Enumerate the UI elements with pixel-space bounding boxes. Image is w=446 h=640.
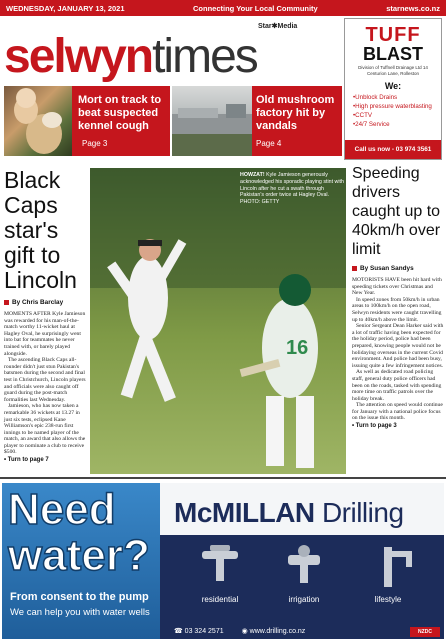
tuff-brand-line1: TUFF — [365, 24, 421, 46]
lead-story-headline[interactable]: Black Caps star's gift to Lincoln — [4, 167, 77, 293]
teaser-photo-factory — [172, 86, 252, 156]
nzdc-badge: NZDC — [410, 627, 440, 637]
photo-caption — [240, 172, 344, 206]
tagline: Connecting Your Local Community — [193, 3, 318, 13]
ad-web[interactable]: ◉ www.drilling.co.nz — [241, 628, 306, 635]
ad-headline — [8, 487, 150, 579]
second-story-paragraph: MOTORISTS HAVE been hit hard with speeding tickets over Christmas and New Year. — [352, 277, 442, 297]
ad-phone[interactable]: ☎ 03 324 2571 — [174, 628, 224, 635]
tuff-service-item: • High pressure waterblasting — [353, 102, 441, 111]
teaser-photo-dog — [4, 86, 72, 156]
website-link[interactable]: starnews.co.nz — [386, 3, 440, 13]
issue-date: WEDNESDAY, JANUARY 13, 2021 — [6, 3, 125, 13]
byline-text: By Susan Sandys — [360, 265, 414, 272]
teaser-page: Page 4 — [256, 139, 282, 148]
globe-icon: ◉ — [241, 628, 250, 635]
teaser-mushroom-factory[interactable] — [172, 86, 342, 156]
logo-bold: McMILLAN — [174, 497, 315, 528]
ad-subtext: We can help you with water wells — [10, 607, 150, 618]
caption-lead: HOWZAT! — [240, 172, 265, 178]
second-story-turn[interactable]: • Turn to page 3 — [352, 423, 397, 430]
tap-icon-residential — [180, 541, 260, 601]
phone-icon: ☎ — [174, 628, 185, 635]
masthead-title — [4, 30, 257, 84]
publisher-logo: Star✱Media — [258, 23, 298, 30]
tuff-services-list — [345, 93, 441, 129]
tuff-service-item: • 24/7 Service — [353, 120, 441, 129]
lead-story — [4, 164, 86, 472]
cricket-photo — [90, 168, 346, 474]
lead-story-paragraph: The ascending Black Caps all-rounder didn't just stun Pakistan's batsmen during the second and final test in Christchurch, Lincoln players and officials were also caught off guard during the post-match formalities last Wednesday. — [4, 357, 86, 403]
tuff-service-item: • Unblock Drains — [353, 93, 441, 102]
second-story-headline[interactable]: Speeding drivers caught up to 40km/h over limit — [352, 165, 441, 258]
lead-story-turn[interactable]: • Turn to page 7 — [4, 457, 49, 464]
service-label: lifestyle — [374, 595, 402, 604]
second-story-paragraph: In speed zones from 50km/h in urban areas to 100km/h on the open road, Selwyn residents were caught travelling up to 40km/h above the limit. — [352, 296, 442, 323]
teaser-page: Page 3 — [82, 139, 108, 148]
ad-contact-bar — [160, 623, 444, 639]
lead-story-paragraph: Jamieson, who has now taken a remarkable 36 wickets at 13.27 in just six tests, eclipsed Kane Williamson's epic 238-run first innings to be named player of the match, an award that also allows the player to nominate a club to receive $500. — [4, 403, 86, 456]
svg-text:16: 16 — [286, 337, 309, 359]
byline-marker-icon — [4, 300, 9, 305]
second-story-paragraph: The attention on speed would continue for January with a national police focus on the issue this month. — [352, 402, 443, 422]
teaser-kennel-cough[interactable] — [4, 86, 170, 156]
tuff-blast-ad[interactable] — [344, 18, 442, 160]
tuff-call-banner[interactable]: Call us now - 03 974 3561 — [345, 140, 441, 159]
tap-icon-irrigation — [264, 541, 344, 601]
lead-story-byline — [4, 299, 86, 306]
byline-marker-icon — [352, 266, 357, 271]
ad-headline-line1: Need — [8, 485, 116, 534]
ad-subheadline: From consent to the pump — [10, 591, 149, 603]
caption-text: Kyle Jamieson generously acknowledged his sporadic playing stint with Lincoln after he cut a swath through Pakistan's order twice at Hagley Oval. — [240, 172, 344, 199]
byline-text: By Chris Barclay — [12, 299, 64, 306]
lead-story-paragraph: MOMENTS AFTER Kyle Jamieson was rewarded for his man-of-the-match worthy 11-wicket haul at Hagley Oval, he surprisingly went into bat for teammates he never trained with, or barely played alongside. — [4, 311, 86, 357]
second-story-body — [352, 277, 444, 422]
second-story-paragraph: As well as dedicated road policing staff, general duty police officers had been on the roads, tasked with spending more time on traffic patrols over the holiday break. — [352, 369, 442, 402]
mcmillan-logo — [174, 497, 404, 529]
second-story-byline — [352, 265, 444, 272]
tuff-service-item: • CCTV — [353, 111, 441, 120]
caption-credit: PHOTO: GETTY — [240, 199, 280, 206]
service-label: residential — [201, 595, 239, 604]
tuff-division: Division of Tuffnell Drainage Ltd 14 Centurion Lane, Rolleston — [358, 65, 428, 76]
ad-headline-line2: water? — [8, 531, 150, 580]
service-label: irrigation — [288, 595, 320, 604]
logo-light: Drilling — [321, 497, 404, 528]
lead-story-body — [4, 311, 86, 456]
top-bar — [0, 0, 446, 16]
second-story — [352, 164, 444, 472]
section-divider — [0, 477, 446, 479]
masthead-title-part1: selwyn — [4, 30, 153, 83]
teaser-headline: Mort on track to beat suspected kennel cough — [78, 94, 162, 132]
mcmillan-drilling-ad[interactable] — [2, 483, 444, 639]
tap-icon-lifestyle — [348, 541, 428, 601]
tuff-brand-line2: BLAST — [363, 44, 423, 64]
second-story-paragraph: Senior Sergeant Dean Harker said with a lot of traffic having been expected for the holiday period, police had been prepared, knowing people would not be holidaying overseas in the current Covid environment. And police had been busy, issuing quite a few infringement notices. — [352, 323, 444, 369]
teaser-headline: Old mushroom factory hit by vandals — [256, 94, 335, 132]
tuff-we-label: We: — [384, 81, 402, 91]
masthead-title-part2: times — [152, 30, 257, 83]
